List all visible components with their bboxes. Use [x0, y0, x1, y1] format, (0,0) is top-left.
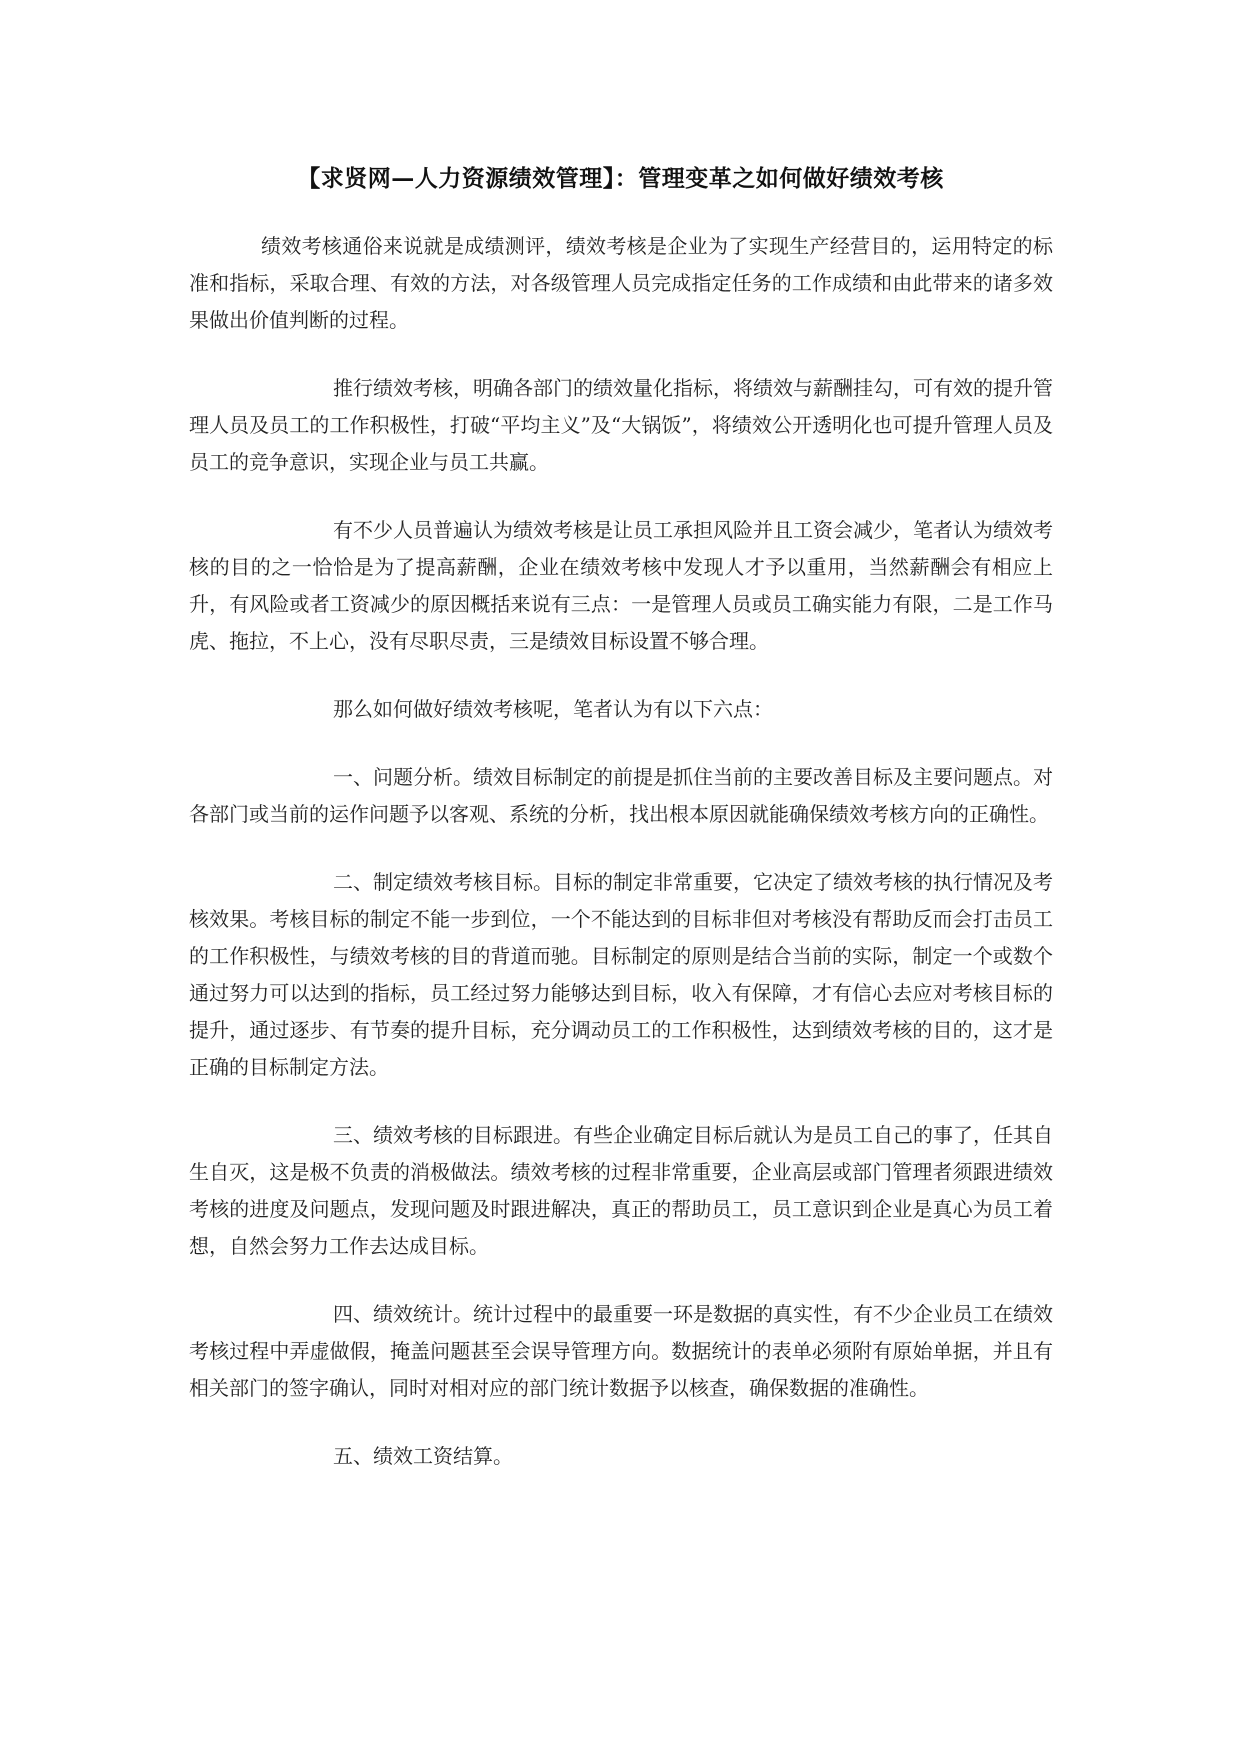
paragraph-point-4: 四、绩效统计。统计过程中的最重要一环是数据的真实性，有不少企业员工在绩效考核过程中弄虚做假，掩盖问题甚至会误导管理方向。数据统计的表单必须附有原始单据，并且有相关部门的签字确认，同时对相对应的部门统计数据予以核查，确保数据的准确性。 — [189, 1302, 1053, 1400]
paragraph-misconception: 有不少人员普遍认为绩效考核是让员工承担风险并且工资会减少，笔者认为绩效考核的目的之一恰恰是为了提高薪酬，企业在绩效考核中发现人才予以重用，当然薪酬会有相应上升，有风险或者工资减少的原因概括来说有三点：一是管理人员或员工确实能力有限，二是工作马虎、拖拉，不上心，没有尽职尽责，三是绩效目标设置不够合理。 — [189, 518, 1053, 653]
paragraph-point-5: 五、绩效工资结算。 — [333, 1444, 513, 1468]
document-body — [189, 228, 1053, 1475]
paragraph-point-1: 一、问题分析。绩效目标制定的前提是抓住当前的主要改善目标及主要问题点。对各部门或当前的运作问题予以客观、系统的分析，找出根本原因就能确保绩效考核方向的正确性。 — [189, 765, 1053, 826]
paragraph-purpose: 推行绩效考核，明确各部门的绩效量化指标，将绩效与薪酬挂勾，可有效的提升管理人员及员工的工作积极性，打破“平均主义”及“大锅饭”，将绩效公开透明化也可提升管理人员及员工的竞争意识，实现企业与员工共赢。 — [189, 376, 1053, 474]
paragraph-point-2: 二、制定绩效考核目标。目标的制定非常重要，它决定了绩效考核的执行情况及考核效果。考核目标的制定不能一步到位，一个不能达到的目标非但对考核没有帮助反而会打击员工的工作积极性，与绩效考核的目的背道而驰。目标制定的原则是结合当前的实际，制定一个或数个通过努力可以达到的指标，员工经过努力能够达到目标，收入有保障，才有信心去应对考核目标的提升，通过逐步、有节奏的提升目标，充分调动员工的工作积极性，达到绩效考核的目的，这才是正确的目标制定方法。 — [189, 870, 1053, 1079]
document-title: 【求贤网—人力资源绩效管理】：管理变革之如何做好绩效考核 — [297, 165, 944, 192]
paragraph-point-3: 三、绩效考核的目标跟进。有些企业确定目标后就认为是员工自己的事了，任其自生自灭，这是极不负责的消极做法。绩效考核的过程非常重要，企业高层或部门管理者须跟进绩效考核的进度及问题点，发现问题及时跟进解决，真正的帮助员工，员工意识到企业是真心为员工着想，自然会努力工作去达成目标。 — [189, 1123, 1053, 1258]
paragraph-six-points: 那么如何做好绩效考核呢，笔者认为有以下六点： — [333, 697, 773, 721]
paragraph-intro: 绩效考核通俗来说就是成绩测评，绩效考核是企业为了实现生产经营目的，运用特定的标准和指标，采取合理、有效的方法，对各级管理人员完成指定任务的工作成绩和由此带来的诸多效果做出价值判断的过程。 — [189, 234, 1053, 332]
